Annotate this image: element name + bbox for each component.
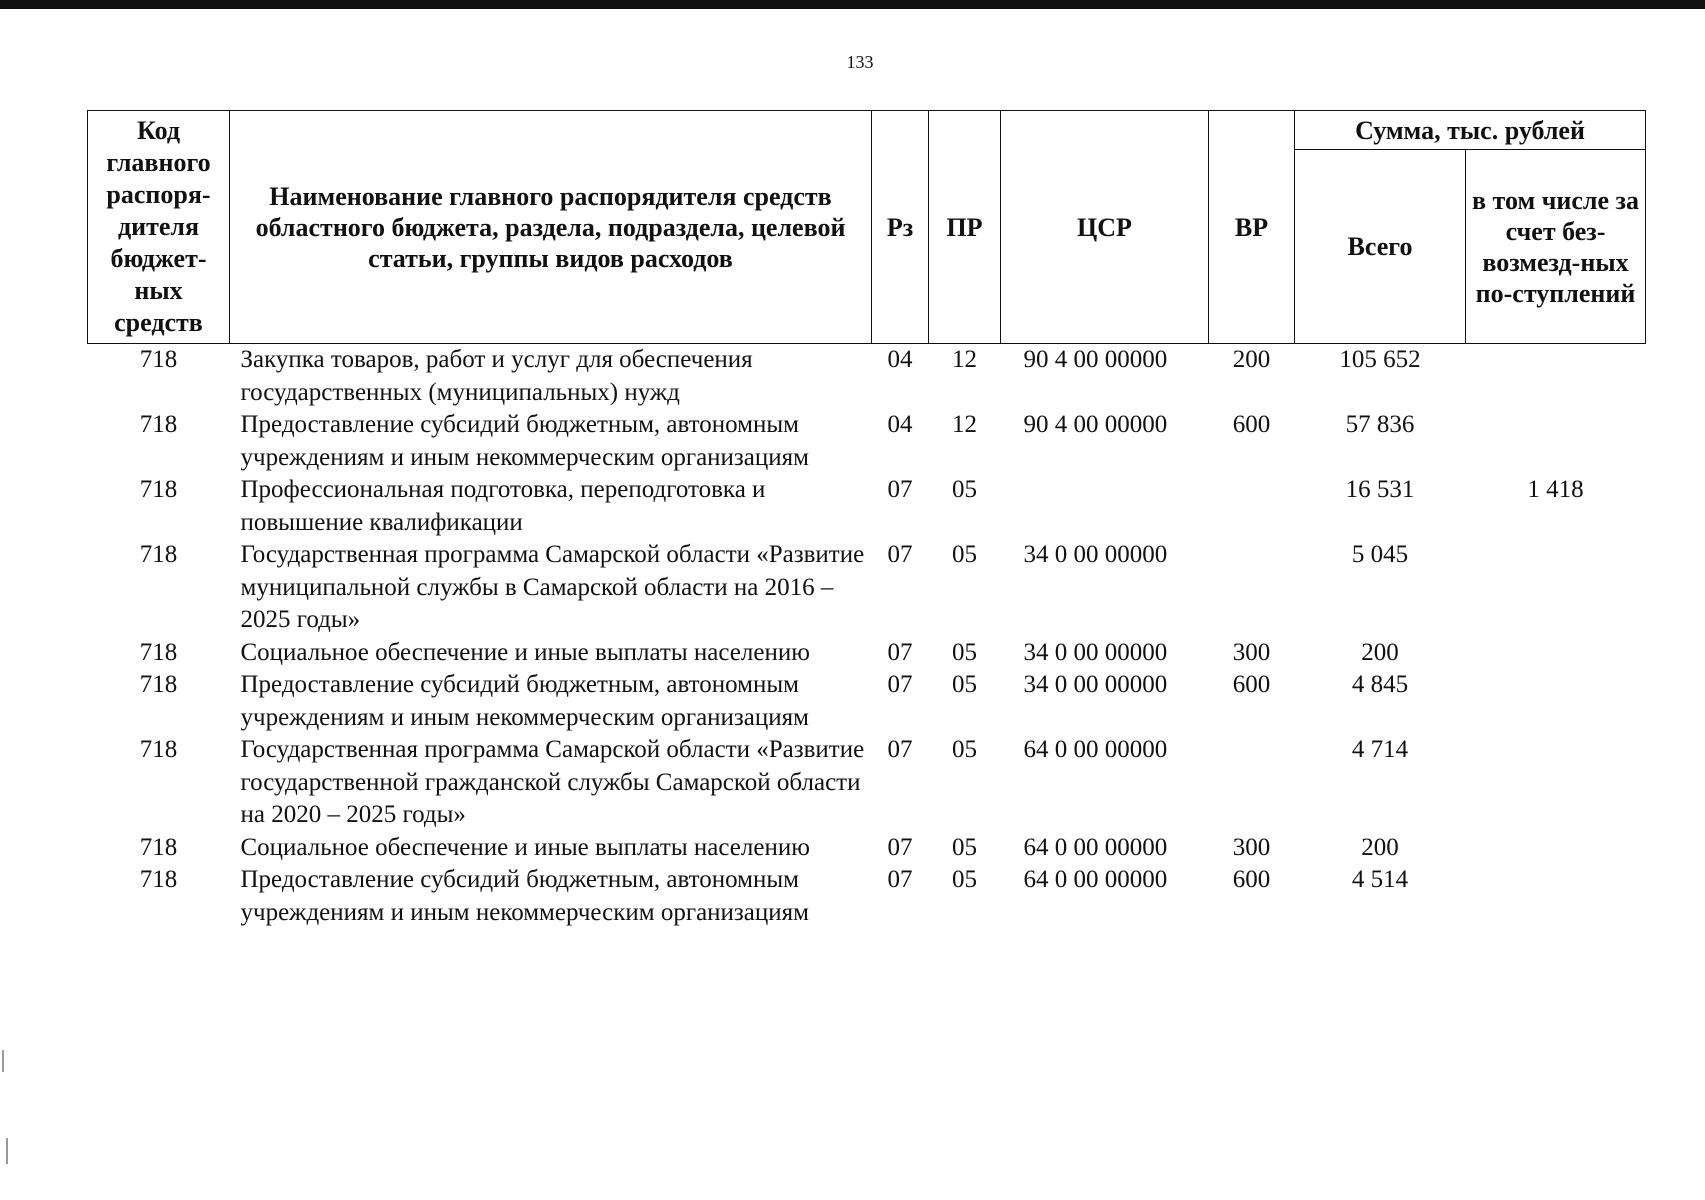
cell-name: Профессиональная подготовка, переподготовка и повышение квалификации [240, 476, 766, 536]
cell-total: 200 [1361, 638, 1399, 666]
cell-csr [1001, 474, 1209, 539]
header-csr: ЦСР [1001, 111, 1209, 344]
cell-code: 718 [139, 736, 178, 763]
table-row [88, 734, 1646, 832]
header-amount: Сумма, тыс. рублей [1295, 111, 1646, 150]
cell-vr: 600 [1232, 411, 1271, 438]
cell-pr: 05 [952, 866, 977, 893]
cell-name: Предоставление субсидий бюджетным, автономным учреждениям и иным некоммерческим организациям [240, 866, 809, 926]
header-total: Всего [1295, 150, 1466, 344]
cell-csr: 90 4 00 00000 [1023, 411, 1168, 438]
scan-artifact [2, 1050, 4, 1072]
table-row [88, 669, 1646, 734]
cell-pr: 05 [952, 671, 977, 698]
cell-csr: 90 4 00 00000 [1023, 346, 1168, 373]
cell-rz: 04 [887, 411, 913, 438]
table-body [88, 344, 1646, 930]
cell-vr: 600 [1232, 671, 1271, 698]
cell-name: Социальное обеспечение и иные выплаты населению [240, 638, 810, 666]
header-vr: ВР [1209, 111, 1295, 344]
cell-total: 105 652 [1339, 346, 1421, 373]
cell-pr: 05 [952, 833, 977, 861]
header-grants: в том числе за счет без-возмезд-ных по-ступлений [1466, 150, 1646, 344]
table-row [88, 474, 1646, 539]
cell-code: 718 [139, 541, 178, 568]
cell-rz: 07 [887, 866, 913, 893]
cell-csr: 64 0 00 00000 [1023, 833, 1168, 861]
cell-name: Государственная программа Самарской области «Развитие государственной гражданской службы Самарской области на 2020 – 2025 годы» [240, 736, 865, 828]
cell-name: Государственная программа Самарской области «Развитие муниципальной службы в Самарской области на 2016 – 2025 годы» [240, 541, 865, 633]
cell-vr: 300 [1232, 638, 1271, 666]
cell-code: 718 [139, 671, 178, 698]
cell-csr: 34 0 00 00000 [1023, 541, 1168, 568]
header-rz: Рз [872, 111, 929, 344]
cell-total: 5 045 [1351, 541, 1409, 568]
cell-rz: 07 [887, 833, 913, 861]
cell-grants [1466, 864, 1646, 929]
budget-table [87, 110, 1646, 929]
cell-total: 4 514 [1351, 866, 1409, 893]
header-name: Наименование главного распорядителя средств областного бюджета, раздела, подраздела, целевой статьи, группы видов расходов [230, 111, 872, 344]
cell-pr: 05 [952, 541, 977, 568]
table-row [88, 409, 1646, 474]
table-row [88, 832, 1646, 865]
cell-grants [1466, 832, 1646, 865]
cell-code: 718 [139, 346, 178, 373]
cell-grants [1466, 344, 1646, 410]
cell-rz: 07 [887, 671, 913, 698]
cell-total: 200 [1361, 833, 1399, 861]
cell-vr: 600 [1232, 866, 1271, 893]
cell-total: 4 714 [1351, 736, 1409, 763]
cell-vr [1209, 474, 1295, 539]
header-pr: ПР [929, 111, 1001, 344]
cell-vr [1209, 734, 1295, 832]
page-number: 133 [846, 52, 874, 72]
cell-name: Предоставление субсидий бюджетным, автономным учреждениям и иным некоммерческим организациям [240, 411, 809, 471]
header-code: Код главного распоря-дителя бюджет-ных средств [88, 111, 230, 344]
cell-name: Социальное обеспечение и иные выплаты населению [240, 833, 810, 861]
scan-artifact [6, 1138, 8, 1164]
cell-vr: 300 [1232, 833, 1271, 861]
cell-rz: 04 [887, 346, 913, 373]
cell-code: 718 [139, 638, 178, 666]
table-row [88, 864, 1646, 929]
cell-pr: 05 [952, 476, 977, 503]
cell-code: 718 [139, 411, 178, 438]
cell-code: 718 [139, 476, 178, 503]
cell-grants [1466, 637, 1646, 670]
cell-csr: 64 0 00 00000 [1023, 736, 1168, 763]
top-border-rule [0, 0, 1705, 9]
table-header [88, 111, 1646, 344]
cell-vr: 200 [1232, 346, 1271, 373]
cell-code: 718 [139, 833, 178, 861]
cell-rz: 07 [887, 541, 913, 568]
cell-csr: 34 0 00 00000 [1023, 638, 1168, 666]
cell-name: Предоставление субсидий бюджетным, автономным учреждениям и иным некоммерческим организациям [240, 671, 809, 731]
table-row [88, 344, 1646, 410]
cell-grants [1466, 539, 1646, 637]
cell-csr: 34 0 00 00000 [1023, 671, 1168, 698]
table-row [88, 539, 1646, 637]
cell-pr: 12 [952, 346, 977, 373]
cell-rz: 07 [887, 638, 913, 666]
cell-total: 4 845 [1351, 671, 1409, 698]
cell-rz: 07 [887, 736, 913, 763]
cell-grants [1466, 669, 1646, 734]
cell-pr: 12 [952, 411, 977, 438]
cell-grants [1466, 409, 1646, 474]
cell-grants: 1 418 [1527, 476, 1584, 503]
cell-rz: 07 [887, 476, 913, 503]
cell-name: Закупка товаров, работ и услуг для обеспечения государственных (муниципальных) нужд [240, 346, 753, 406]
cell-pr: 05 [952, 638, 977, 666]
table-row [88, 637, 1646, 670]
cell-pr: 05 [952, 736, 977, 763]
cell-code: 718 [139, 866, 178, 893]
cell-csr: 64 0 00 00000 [1023, 866, 1168, 893]
cell-total: 57 836 [1345, 411, 1415, 438]
cell-grants [1466, 734, 1646, 832]
cell-vr [1209, 539, 1295, 637]
cell-total: 16 531 [1345, 476, 1415, 503]
